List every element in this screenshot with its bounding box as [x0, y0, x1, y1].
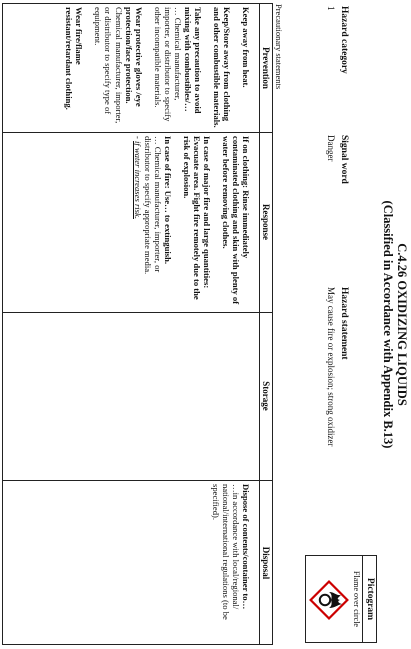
prevention-statement [241, 7, 251, 129]
pictogram-box [305, 555, 377, 643]
response-cell [124, 136, 251, 308]
prevention-bold: Keep/Store away from clothing and other combustible materials. [211, 7, 232, 128]
prevention-bold: Keep away from heat. [241, 7, 251, 88]
disposal-note: …in accordance with local/regional/ national/international regulations (to be specified). [210, 484, 241, 620]
precautionary-statements-label: Precautionary statements [274, 4, 284, 90]
hazard-category-value: 1 [326, 6, 336, 11]
hazard-statement-value: May cause fire or explosion; strong oxidizer [326, 287, 336, 447]
disposal-statement [211, 484, 251, 642]
response-bold: In case of fire: Use… to extinguish. [162, 136, 173, 265]
prevention-bold: Take any precaution to avoid mixing with combustibles/… [182, 7, 203, 114]
column-header-disposal: Disposal [261, 546, 271, 580]
column-header-response: Response [261, 203, 271, 240]
document-title: C.4.26 OXIDIZING LIQUIDS [395, 243, 409, 406]
hazard-statement-label: Hazard statement [339, 287, 349, 360]
signal-word-label: Signal word [339, 135, 349, 184]
precautionary-table [2, 3, 273, 645]
column-header-storage: Storage [261, 381, 271, 411]
column-divider [3, 480, 272, 481]
column-header-prevention: Prevention [261, 47, 271, 89]
response-note: … Chemical manufacturer, importer, or distributor to specify appropriate media. [142, 136, 163, 275]
disposal-cell [202, 484, 251, 642]
response-statement [133, 136, 173, 308]
hazard-category-label: Hazard category [339, 6, 349, 74]
prevention-note: Chemical manufacturer, importer, or distributor to specify type of equipment. [93, 7, 124, 124]
prevention-bold: Wear protective gloves /eye protection/face protection. [123, 7, 144, 107]
prevention-cell [55, 7, 251, 129]
response-statement: If on clothing: Rinse immediately contaminated clothing and skin with plenty of water before removing clothes. [220, 136, 251, 305]
pictogram-label: Pictogram [362, 556, 376, 642]
signal-word-value: Danger [326, 135, 336, 162]
prevention-statement [153, 7, 203, 129]
prevention-note: … Chemical manufacturer, importer, or distributor to specify other incompatible materials. [152, 7, 183, 122]
response-condition: if water increases risk. [132, 141, 143, 219]
column-divider [3, 312, 272, 313]
prevention-bold: Wear fire/flame resistant/retardant clothing. [64, 7, 85, 110]
response-bullet: - [132, 136, 143, 142]
prevention-statement [212, 7, 232, 129]
response-statement: In case of major fire and large quantities: Evacuate area. Fight fire remotely due to the risk of explosion. [181, 136, 212, 300]
prevention-statement [64, 7, 84, 129]
prevention-statement [93, 7, 143, 129]
document-subtitle: (Classified in Accordance with Appendix B.13) [381, 200, 395, 449]
disposal-bold: Dispose of contents/container to… [241, 484, 251, 610]
pictogram-description: Flame over circle [351, 571, 361, 627]
flame-over-circle-icon [308, 579, 350, 621]
column-divider [3, 132, 272, 133]
